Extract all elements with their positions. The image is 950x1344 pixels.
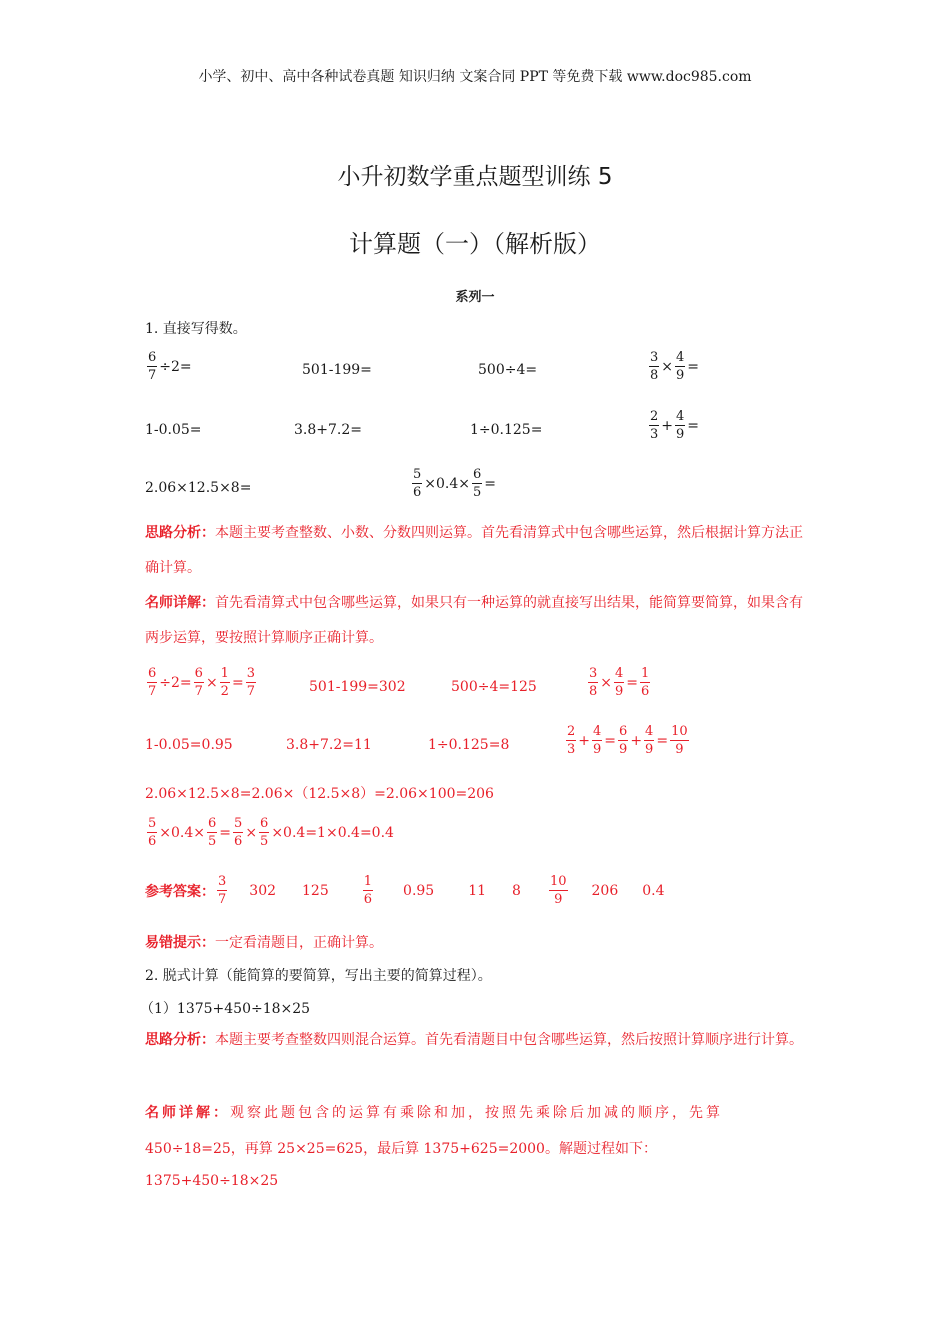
q1-tip: 易错提示：一定看清题目，正确计算。 xyxy=(145,935,383,951)
solution-1d: $\frac{3}{8}$ × $\frac{4}{9}$ = $\frac{1}{6}$ xyxy=(589,666,650,699)
q2-final: 1375+450÷18×25 xyxy=(145,1173,279,1189)
reference-answers: 参考答案： $\frac{3}{7}$ 302 125 $\frac{1}{6}$ 0.95 11 8 $\frac{10}{9}$ 206 0.4 xyxy=(145,874,665,907)
page-header: 小学、初中、高中各种试卷真题 知识归纳 文案合同 PPT 等免费下载 www.doc985.com xyxy=(198,69,752,85)
problem-1d: $\frac{3}{8}$ × $\frac{4}{9}$ = xyxy=(650,350,700,383)
problem-1a: $\frac{6}{7}$ ÷2= xyxy=(148,350,192,383)
answer-label: 参考答案： xyxy=(145,883,215,900)
question-2-title: 2. 脱式计算（能简算的要简算，写出主要的简算过程）。 xyxy=(145,968,492,984)
q2-analysis: 思路分析：本题主要考查整数四则混合运算。首先看清题目中包含哪些运算，然后按照计算顺序进行计算。 xyxy=(145,1032,803,1048)
page-title: 小升初数学重点题型训练 5 xyxy=(337,164,613,190)
q2-explain-line2: 450÷18=25，再算 25×25=625，最后算 1375+625=2000。解题过程如下： xyxy=(145,1141,657,1157)
series-heading: 系列一 xyxy=(455,290,495,305)
solution-1b: 501-199=302 xyxy=(309,679,406,695)
solution-1a: $\frac{6}{7}$ ÷2= $\frac{6}{7}$ × $\frac{1}{2}$ = $\frac{3}{7}$ xyxy=(148,666,255,699)
q1-explain: 名师详解：首先看清算式中包含哪些运算，如果只有一种运算的就直接写出结果，能简算要简算，如果含有两步运算，要按照计算顺序正确计算。 xyxy=(145,595,803,646)
problem-1c: 500÷4= xyxy=(478,362,538,378)
problem-1b: 501-199= xyxy=(302,362,372,378)
page-subtitle: 计算题（一）（解析版） xyxy=(349,230,601,258)
problem-2a: 1-0.05= xyxy=(145,422,202,438)
question-1-title: 1. 直接写得数。 xyxy=(145,321,247,337)
solution-1c: 500÷4=125 xyxy=(451,679,537,695)
q1-analysis: 思路分析：本题主要考查整数、小数、分数四则运算。首先看清算式中包含哪些运算，然后根据计算方法正确计算。 xyxy=(145,525,803,576)
problem-3b: $\frac{5}{6}$ ×0.4× $\frac{6}{5}$ = xyxy=(413,467,497,500)
solution-2a: 1-0.05=0.95 xyxy=(145,737,233,753)
solution-2d: $\frac{2}{3}$ + $\frac{4}{9}$ = $\frac{6}{9}$ + $\frac{4}{9}$ = $\frac{10}{9}$ xyxy=(567,724,688,757)
problem-2c: 1÷0.125= xyxy=(470,422,543,438)
problem-3a: 2.06×12.5×8= xyxy=(145,480,252,496)
solution-3: 2.06×12.5×8=2.06×（12.5×8）=2.06×100=206 xyxy=(145,786,494,802)
fraction: $\frac{6}{7}$ xyxy=(148,350,157,383)
solution-2b: 3.8+7.2=11 xyxy=(286,737,372,753)
question-2-sub1: （1）1375+450÷18×25 xyxy=(140,1001,311,1017)
problem-2b: 3.8+7.2= xyxy=(294,422,362,438)
solution-2c: 1÷0.125=8 xyxy=(428,737,510,753)
q2-explain-line1: 名师详解：观察此题包含的运算有乘除和加，按照先乘除后加减的顺序，先算 xyxy=(145,1105,723,1121)
problem-2d: $\frac{2}{3}$ + $\frac{4}{9}$ = xyxy=(650,409,700,442)
solution-4: $\frac{5}{6}$ ×0.4× $\frac{6}{5}$ = $\frac{5}{6}$ × $\frac{6}{5}$ ×0.4=1×0.4=0.4 xyxy=(148,816,394,849)
